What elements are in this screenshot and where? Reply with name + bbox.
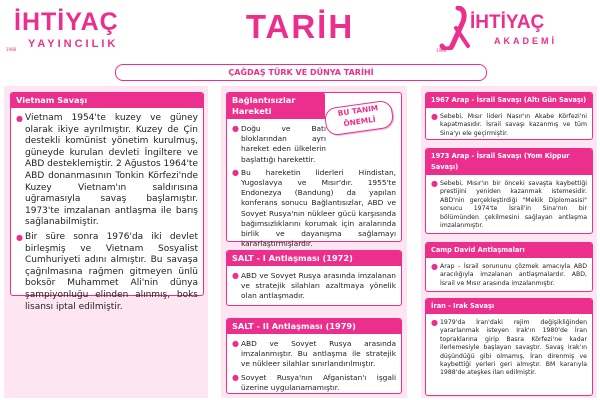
topic-banner: ÇAĞDAŞ TÜRK VE DÜNYA TARİHİ — [115, 64, 487, 81]
list-item: ● Bir süre sonra 1976'da iki devlet birleşmiş ve Vietnam Sosyalist Cumhuriyeti adını almıştır. Bu savaşa çağrılmasına rağmen gitmeyen ünlü boksör Muhammet Ali'nin dünya şampiyonluğu elinden alınmış, boks lisansı iptal edilmiştir. — [15, 232, 198, 313]
section-iran-iraq — [425, 298, 593, 396]
list-item: ● Bu hareketin liderleri Hindistan, Yugoslavya ve Mısır'dır. 1955'te Endonezya (Bandung) da yapılan konferans sonucu Bağlantısızlar, ABD ve Sovyet Rusya'nın nükleer gücü karşısında bağımsızlıklarını korumak için aralarında birlik ve dayanışma sağlamayı kararlaştırmışlardır. — [231, 168, 396, 250]
page-title: TARİH — [245, 8, 355, 45]
section-1967-war — [425, 92, 593, 140]
section-1973-war — [425, 148, 593, 234]
list-item: ● Sebebi, Mısır'ın bir önceki savaşta kaybettiği prestijini yeniden kazanmak istemesidir. ABD'nin gerçekleştirdiği "Mekik Diplomasisi" sonucu 1974'te İsrail'in Sina'nın bir bölümünden çekilmesini sağlayan antlaşma imzalanmıştır. — [430, 180, 587, 230]
section-heading: 1967 Arap - İsrail Savaşı (Altı Gün Savaşı) — [426, 93, 592, 108]
badge-line: ÖNEMLİ — [342, 114, 377, 129]
list-item: ● ABD ve Sovyet Rusya arasında imzalanan ve stratejik silahları azaltmaya yönelik olan antlaşmadır. — [231, 271, 396, 302]
badge-line: BU TANIM — [337, 103, 379, 118]
logo-subtitle: YAYINCILIK — [28, 38, 119, 50]
publisher-logo-left — [4, 6, 164, 56]
list-item: ● Vietnam 1954'te kuzey ve güney olarak ikiye ayrılmıştır. Kuzey de Çin destekli komünist yönetim kurulmuş, güneyde kurulan devleti İngiltere ve ABD desteklemiştir. 2 Ağustos 1964'te ABD donanmasının Tonkin Körfezi'nde Kuzey Vietnam'ın saldırısına uğramasıyla savaş başlamıştır. 1973'te imzalanan antlaşma ile barış sağlanabilmiştir. — [15, 113, 198, 229]
section-camp-david — [425, 242, 593, 292]
section-heading: SALT - II Antlaşması (1979) — [227, 319, 401, 334]
list-item: ● Sovyet Rusya'nın Afganistan'ı işgali üzerine uygulanamamıştır. — [231, 373, 396, 393]
section-heading: Bağlantısızlar Hareketi — [227, 93, 325, 119]
section-heading: Camp David Antlaşmaları — [426, 243, 592, 258]
list-item: ● Arap - İsrail sorununu çözmek amacıyla ABD aracılığıyla imzalanan antlaşmalardır. ABD, İsrail ve Mısır arasında imzalanmıştır. — [430, 263, 587, 288]
logo-brand: İHTİYAÇ — [14, 8, 119, 36]
list-item: ● Doğu ve Batı bloklarından ayrı hareket eden ülkelerin başlattığı harekettir. — [231, 124, 326, 165]
logo-year: 1988 — [436, 48, 447, 53]
list-item: ● Sebebi, Mısır lideri Nasır'ın Akabe Körfezi'ni kapatmasıdır. İsrail savaşı kazanmış ve tüm Sina'yı ele geçirmiştir. — [430, 113, 587, 138]
section-vietnam — [10, 92, 204, 312]
academy-logo-icon — [438, 6, 472, 50]
section-heading: 1973 Arap - İsrail Savaşı (Yom Kippur Savaşı) — [426, 149, 592, 175]
logo-subtitle: AKADEMİ — [494, 36, 557, 46]
logo-year: 1988 — [6, 47, 17, 52]
section-salt-1 — [226, 250, 402, 306]
list-item: ● ABD ve Sovyet Rusya arasında imzalanmıştır. Bu antlaşma ile stratejik ve nükleer silahlar sınırlandırılmıştır. — [231, 339, 396, 370]
list-item: ● 1979'da İran'daki rejim değişikliğinden yararlanmak isteyen Irak'ın 1980'de İran topraklarına girip Basra Körfezi'ne kadar ilerlemesiyle başlayan savaştır. Savaş Irak'ın düşündüğü gibi olmamış, İran direnmiş ve kaybettiği yerleri geri almıştır. BM kararıyla 1988'de ateşkes ilan edilmiştir. — [430, 319, 587, 378]
publisher-logo-right — [434, 6, 596, 56]
section-heading: SALT - I Antlaşması (1972) — [227, 251, 401, 266]
section-heading: Vietnam Savaşı — [11, 93, 203, 108]
logo-brand: İHTİYAÇ — [470, 12, 545, 33]
section-salt-2 — [226, 318, 402, 394]
section-heading: İran - Irak Savaşı — [426, 299, 592, 314]
